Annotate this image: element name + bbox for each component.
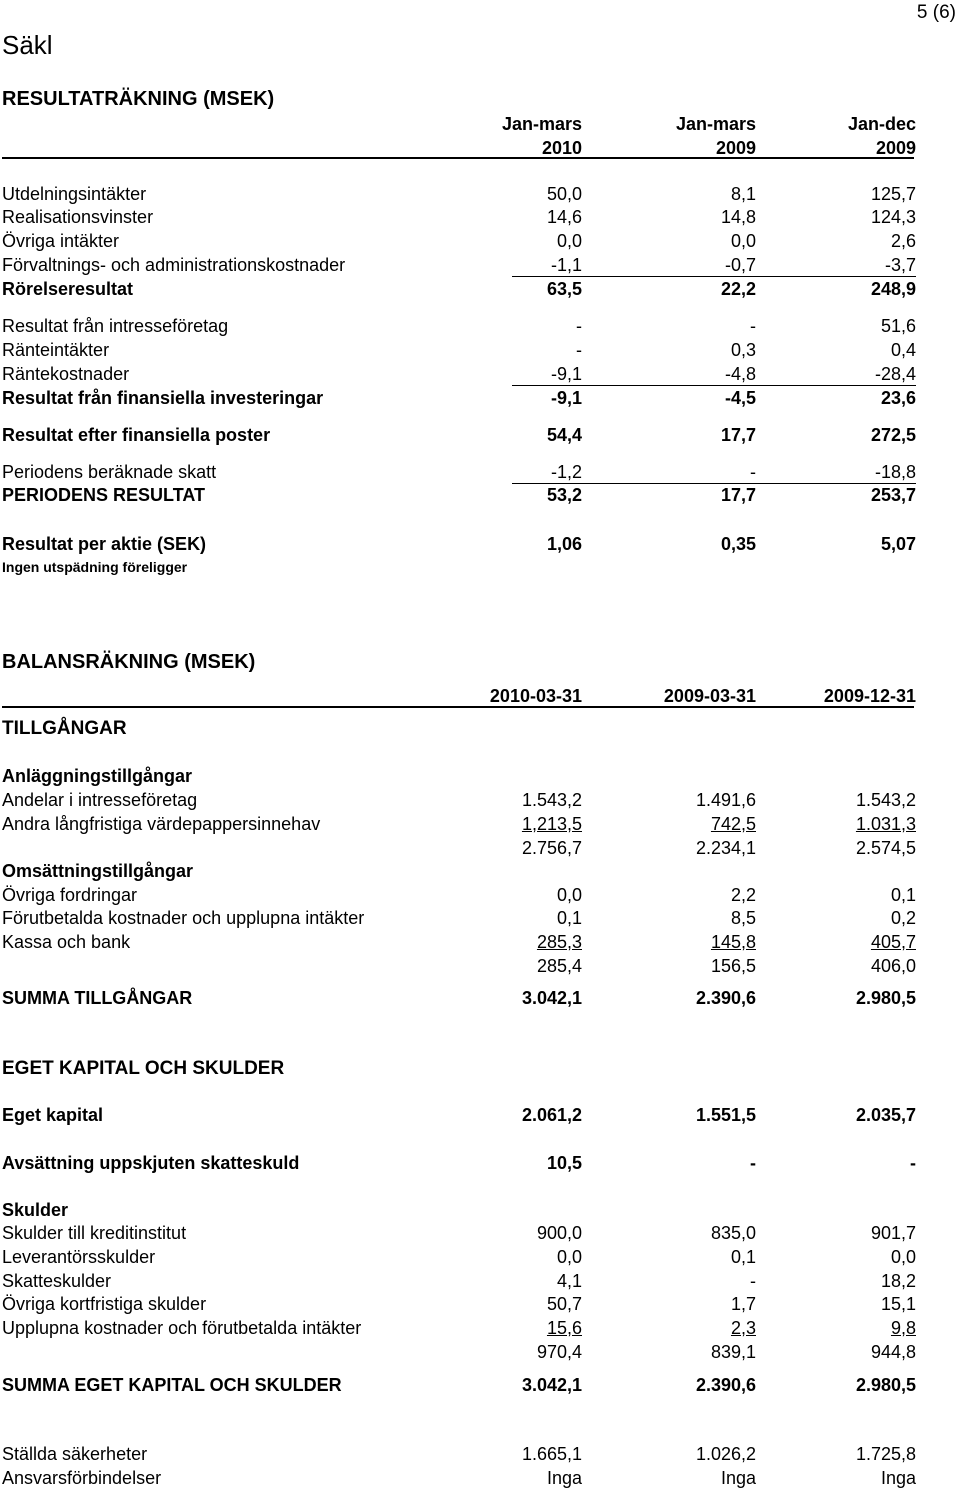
income-row-label: Förvaltnings- och administrationskostnader — [2, 255, 346, 275]
income-col-head-3: Jan-dec 2009 — [847, 114, 916, 158]
balance-row — [2, 955, 916, 978]
balance-value-col3: 406,0 — [870, 956, 916, 976]
income-value-col3: 253,7 — [870, 485, 916, 505]
income-row-label: Ränteintäkter — [2, 340, 110, 360]
balance-row — [2, 1443, 916, 1466]
income-row-label: Rörelseresultat — [2, 279, 134, 299]
income-row-label: Resultat från finansiella investeringar — [2, 388, 324, 408]
income-value-col2: 14,8 — [720, 207, 756, 227]
balance-value-col1: 1.543,2 — [521, 790, 582, 810]
balance-row — [2, 765, 916, 788]
balance-value-col3: - — [910, 1153, 916, 1173]
income-row-label: Resultat från intresseföretag — [2, 316, 229, 336]
balance-row-label: EGET KAPITAL OCH SKULDER — [2, 1058, 285, 1079]
income-value-col1: -9,1 — [550, 364, 582, 384]
balance-value-col1: 10,5 — [546, 1153, 582, 1173]
balance-value-col2: 839,1 — [710, 1342, 756, 1362]
balance-row — [2, 931, 916, 954]
income-row-label: Realisationsvinster — [2, 207, 154, 227]
balance-row-label: Skatteskulder — [2, 1271, 112, 1291]
income-row — [2, 206, 916, 229]
income-value-col1: 63,5 — [546, 279, 582, 299]
income-value-col1: 54,4 — [546, 425, 582, 445]
balance-value-col3: 18,2 — [880, 1271, 916, 1291]
income-row — [2, 484, 916, 507]
income-value-col3: -18,8 — [874, 462, 916, 482]
income-sum-rule — [512, 276, 582, 277]
balance-value-col1: 1,213,5 — [521, 814, 582, 834]
page-number: 5 (6) — [916, 2, 956, 23]
income-row — [2, 230, 916, 253]
balance-row-label: Skulder — [2, 1200, 69, 1220]
balance-value-col1: 285,3 — [536, 932, 582, 952]
balance-row-label: Andelar i intresseföretag — [2, 790, 198, 810]
income-value-col1: 50,0 — [546, 184, 582, 204]
balance-col-head-1: 2010-03-31 — [489, 686, 582, 706]
income-row — [2, 387, 916, 410]
income-value-col3: 2,6 — [890, 231, 916, 251]
balance-value-col3: 0,2 — [890, 908, 916, 928]
balance-row — [2, 1104, 916, 1127]
balance-value-col1: 0,0 — [556, 1247, 582, 1267]
balance-row — [2, 860, 916, 883]
balance-value-col3: 1.725,8 — [855, 1444, 916, 1464]
balance-row — [2, 813, 916, 836]
income-row — [2, 556, 916, 579]
balance-row-label: Förutbetalda kostnader och upplupna intäkter — [2, 908, 365, 928]
balance-row — [2, 1246, 916, 1269]
balance-value-col1: 1.665,1 — [521, 1444, 582, 1464]
balance-value-col2: 145,8 — [710, 932, 756, 952]
income-row — [2, 315, 916, 338]
balance-row — [2, 1317, 916, 1340]
income-row — [2, 339, 916, 362]
balance-row — [2, 789, 916, 812]
income-value-col1: 1,06 — [546, 534, 582, 554]
income-row-label: Resultat per aktie (SEK) — [2, 534, 207, 554]
balance-row-label: Eget kapital — [2, 1105, 104, 1125]
balance-value-col2: 1.491,6 — [695, 790, 756, 810]
income-col-head-1: Jan-mars 2010 — [501, 114, 582, 158]
income-row — [2, 424, 916, 447]
income-value-col3: 272,5 — [870, 425, 916, 445]
balance-value-col1: 15,6 — [546, 1318, 582, 1338]
balance-row-label: Kassa och bank — [2, 932, 131, 952]
income-sum-rule — [512, 385, 582, 386]
balance-value-col1: 2.756,7 — [521, 838, 582, 858]
income-value-col3: 0,4 — [890, 340, 916, 360]
balance-value-col1: 3.042,1 — [521, 988, 582, 1008]
balance-value-col3: 901,7 — [870, 1223, 916, 1243]
balance-value-col2: Inga — [720, 1468, 756, 1488]
income-row-label: Ingen utspädning föreligger — [2, 559, 188, 575]
income-value-col1: - — [576, 340, 582, 360]
balance-row — [2, 837, 916, 860]
income-value-col2: -4,5 — [724, 388, 756, 408]
balance-row-label: SUMMA EGET KAPITAL OCH SKULDER — [2, 1375, 342, 1395]
balance-value-col1: 285,4 — [536, 956, 582, 976]
income-sum-rule — [756, 276, 916, 277]
income-row — [2, 363, 916, 386]
income-sum-rule — [756, 385, 916, 386]
balance-value-col1: 3.042,1 — [521, 1375, 582, 1395]
income-row-label: Övriga intäkter — [2, 231, 120, 251]
income-row — [2, 533, 916, 556]
balance-value-col3: 15,1 — [880, 1294, 916, 1314]
income-value-col2: 0,3 — [730, 340, 756, 360]
income-value-col3: 125,7 — [870, 184, 916, 204]
balance-row — [2, 884, 916, 907]
balance-col-head-3: 2009-12-31 — [823, 686, 916, 706]
balance-value-col2: 156,5 — [710, 956, 756, 976]
balance-value-col3: 1.031,3 — [855, 814, 916, 834]
income-row-label: PERIODENS RESULTAT — [2, 485, 206, 505]
balance-value-col2: 835,0 — [710, 1223, 756, 1243]
income-row-label: Resultat efter finansiella poster — [2, 425, 271, 445]
balance-row — [2, 1374, 916, 1397]
balance-value-col3: 2.980,5 — [855, 1375, 916, 1395]
balance-row-label: Ställda säkerheter — [2, 1444, 148, 1464]
balance-value-col3: 405,7 — [870, 932, 916, 952]
balance-row-label: Avsättning uppskjuten skatteskuld — [2, 1153, 300, 1173]
balance-row — [2, 1152, 916, 1175]
balance-value-col3: 2.035,7 — [855, 1105, 916, 1125]
income-value-col3: 5,07 — [880, 534, 916, 554]
balance-value-col3: 944,8 — [870, 1342, 916, 1362]
balance-value-col1: 50,7 — [546, 1294, 582, 1314]
balance-row — [2, 1222, 916, 1245]
balance-value-col1: 2.061,2 — [521, 1105, 582, 1125]
income-value-col1: 14,6 — [546, 207, 582, 227]
balance-value-col2: 2,3 — [730, 1318, 756, 1338]
income-value-col2: 17,7 — [720, 425, 756, 445]
balance-value-col3: 2.574,5 — [855, 838, 916, 858]
income-value-col3: 248,9 — [870, 279, 916, 299]
balance-value-col2: 2,2 — [730, 885, 756, 905]
balance-row — [2, 1270, 916, 1293]
balance-value-col1: 900,0 — [536, 1223, 582, 1243]
income-row — [2, 254, 916, 277]
income-value-col3: 51,6 — [880, 316, 916, 336]
company-name: Säkl — [2, 30, 53, 60]
balance-row-label: Anläggningstillgångar — [2, 766, 193, 786]
income-statement-title: RESULTATRÄKNING (MSEK) — [2, 88, 275, 110]
income-value-col2: -4,8 — [724, 364, 756, 384]
balance-row — [2, 907, 916, 930]
balance-value-col2: 1,7 — [730, 1294, 756, 1314]
income-value-col3: 124,3 — [870, 207, 916, 227]
income-row — [2, 278, 916, 301]
balance-row-label: Övriga fordringar — [2, 885, 138, 905]
balance-value-col2: 2.390,6 — [695, 988, 756, 1008]
balance-value-col1: 970,4 — [536, 1342, 582, 1362]
income-value-col2: 17,7 — [720, 485, 756, 505]
balance-row-label: Leverantörsskulder — [2, 1247, 156, 1267]
balance-value-col1: 0,0 — [556, 885, 582, 905]
balance-row — [2, 1057, 916, 1080]
income-row-label: Räntekostnader — [2, 364, 130, 384]
balance-value-col1: 4,1 — [556, 1271, 582, 1291]
income-value-col1: 53,2 — [546, 485, 582, 505]
balance-value-col2: - — [750, 1271, 756, 1291]
balance-value-col1: 0,1 — [556, 908, 582, 928]
income-row — [2, 461, 916, 484]
income-value-col2: - — [750, 462, 756, 482]
balance-value-col2: 1.551,5 — [695, 1105, 756, 1125]
balance-row-label: Ansvarsförbindelser — [2, 1468, 162, 1488]
income-value-col2: 0,0 — [730, 231, 756, 251]
balance-value-col2: 2.390,6 — [695, 1375, 756, 1395]
balance-value-col2: 2.234,1 — [695, 838, 756, 858]
balance-value-col2: 8,5 — [730, 908, 756, 928]
balance-row-label: Andra långfristiga värdepappersinnehav — [2, 814, 321, 834]
balance-row — [2, 1199, 916, 1222]
income-value-col1: -9,1 — [550, 388, 582, 408]
income-sum-rule — [582, 385, 756, 386]
balance-value-col3: 9,8 — [890, 1318, 916, 1338]
balance-header-rule — [2, 706, 914, 708]
balance-value-col2: 1.026,2 — [695, 1444, 756, 1464]
income-col-head-2: Jan-mars 2009 — [675, 114, 756, 158]
income-value-col2: 0,35 — [720, 534, 756, 554]
balance-row — [2, 1467, 916, 1490]
income-value-col1: - — [576, 316, 582, 336]
balance-row-label: Övriga kortfristiga skulder — [2, 1294, 207, 1314]
income-row-label: Utdelningsintäkter — [2, 184, 147, 204]
income-row-label: Periodens beräknade skatt — [2, 462, 217, 482]
income-value-col2: 22,2 — [720, 279, 756, 299]
balance-row-label: SUMMA TILLGÅNGAR — [2, 988, 193, 1008]
balance-value-col3: 0,0 — [890, 1247, 916, 1267]
income-sum-rule — [582, 276, 756, 277]
balance-value-col3: Inga — [880, 1468, 916, 1488]
balance-value-col3: 2.980,5 — [855, 988, 916, 1008]
balance-col-head-2: 2009-03-31 — [663, 686, 756, 706]
balance-value-col1: Inga — [546, 1468, 582, 1488]
income-row — [2, 183, 916, 206]
income-value-col1: 0,0 — [556, 231, 582, 251]
balance-row-label: Skulder till kreditinstitut — [2, 1223, 187, 1243]
balance-row-label: Upplupna kostnader och förutbetalda intäkter — [2, 1318, 362, 1338]
income-value-col3: -3,7 — [884, 255, 916, 275]
balance-value-col3: 1.543,2 — [855, 790, 916, 810]
income-value-col2: -0,7 — [724, 255, 756, 275]
balance-value-col3: 0,1 — [890, 885, 916, 905]
balance-value-col2: - — [750, 1153, 756, 1173]
income-value-col3: 23,6 — [880, 388, 916, 408]
balance-row-label: Omsättningstillgångar — [2, 861, 194, 881]
income-value-col1: -1,2 — [550, 462, 582, 482]
income-value-col1: -1,1 — [550, 255, 582, 275]
balance-row — [2, 1341, 916, 1364]
income-value-col2: 8,1 — [730, 184, 756, 204]
balance-row — [2, 1293, 916, 1316]
balance-row — [2, 987, 916, 1010]
income-value-col3: -28,4 — [874, 364, 916, 384]
balance-value-col2: 742,5 — [710, 814, 756, 834]
assets-title: TILLGÅNGAR — [2, 718, 127, 739]
balance-sheet-title: BALANSRÄKNING (MSEK) — [2, 651, 256, 673]
income-header-rule — [2, 157, 914, 159]
balance-value-col2: 0,1 — [730, 1247, 756, 1267]
income-value-col2: - — [750, 316, 756, 336]
